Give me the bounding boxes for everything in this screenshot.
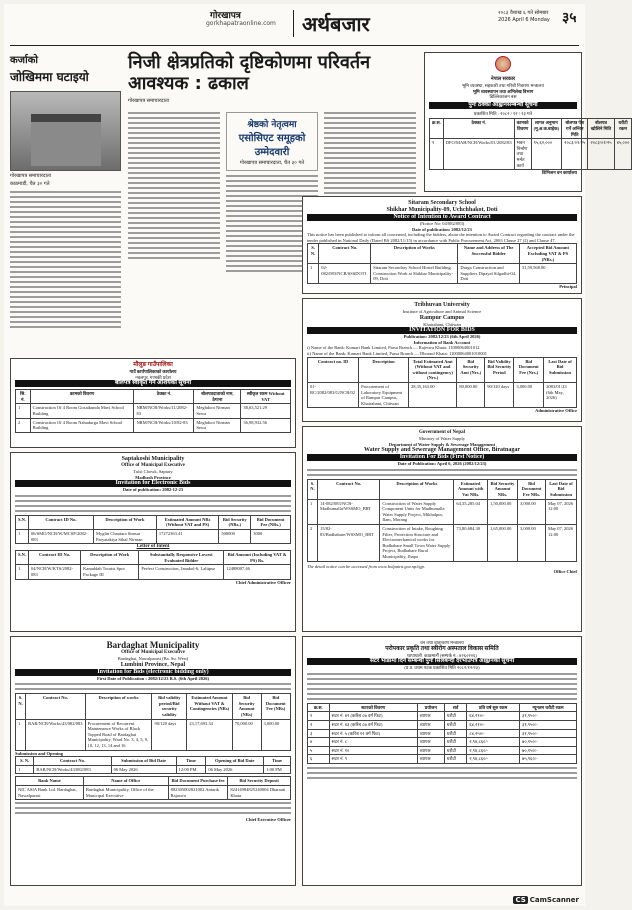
notice-body: This notice has been published to inform all concerned, including the bidders, about the intention to Award Contract regarding the contract under the tender published in National Daily (Dated BS 2082/11/15) in accordance with Public Procurement Act, 2063 Clause 27 (2) and Clause 47. xyxy=(307,232,575,243)
submission-title: Submission and Opening xyxy=(15,750,64,756)
section-title: अर्थबजार xyxy=(293,10,370,37)
table-row: १ DFO/MAH/NCB/Works/01/2082/83 भवन निर्माण तथा मर्मत कार्य १५,६२,००० २०८३/०१/२५ २०८३/०१/२५ ४५,००० xyxy=(430,139,632,170)
notice-header: भूमि व्यवस्थापन तथा अभिलेख विभाग xyxy=(472,88,534,94)
notice-sub: थापाथली, काठमाडौं (सम्पर्क नं.: ४२६०२०६) xyxy=(407,652,477,658)
notice-note: The detail notice can be accessed from www.bolpatra.gov.np/egp. xyxy=(307,563,426,569)
submission-table xyxy=(15,756,291,774)
notice-pubdate: (प्र.प्र. प्रथम पटक प्रकाशित मिति २०८२/१२/२३) xyxy=(404,665,480,671)
camscanner-watermark: CS CamScanner xyxy=(515,896,579,904)
table-header-row: क्र.स. ठेक्का नं. कामको विवरण लागत अनुमान (मू.अ.क.बाहेक) बोलपत्र पेश गर्ने अन्तिम मिति बोलपत्र खोलिने मिति धरौटी रकम xyxy=(430,119,632,139)
pull-quote xyxy=(226,112,318,171)
notice-bar: Invitation for Bids (electronic bidding only) xyxy=(15,669,291,676)
article-headline: जोखिममा घटाइयो xyxy=(10,70,89,84)
table-row: ६ सटर नं. ९ व्यापार धरौटी २,९४,८६०/- ७५,९६०/- xyxy=(308,755,577,764)
table-header-row: S.N. Contract ID No. Description of Work Estimated Amount NRs (Without VAT and PS) Bid Security (NRs.) Bid Document Fee (NRs.) xyxy=(16,515,291,529)
notice-address: Tulsi Chowk, Saptary xyxy=(133,469,173,474)
bank-info-title: Information of Bank Account xyxy=(413,339,471,345)
notice-tu xyxy=(302,298,582,422)
notice-title: Bardaghat Municipality xyxy=(106,640,200,650)
feature-byline: गोरखापत्र समाचारदाता xyxy=(128,98,170,104)
table-row: 1 BAR/NCB/Works/43/082/083 Procurement of Recurrent Maintenance Works of Black Topped Road of Bardaghat Municipality, Ward No. 3, 4, 5, 9, 10, 12, 13, 14 and 16 90/120 days 23,17,693.34 70,000.00 3,000.00 xyxy=(16,719,291,750)
notice-saptakoshi xyxy=(10,452,296,632)
notice-number: (Notice No: 04/082/083) xyxy=(419,221,465,226)
table-row: १ सटर नं. ४२ (करिब ८७ वर्ग फिट) व्यापार धरौटी ६४,२१०/- ३१,९५०/- xyxy=(308,712,577,721)
loi-title: Letter of Intent xyxy=(136,544,170,550)
table-row: 2 15/82-83/Budhabare/WSSMO_BRT Construction of Intake, Roughing Filter, Protection Structure and Electromechanical works for Budhabare Small Town Water Supply Project, Budhabare Rural Municipality, Jhapa 73,80,684.30 1,65,000.00 3,000.00 May 07, 2026 12:00 xyxy=(308,524,577,561)
table-row: ४ सटर नं. ८ व्यापार धरौटी २,९४,८६०/- ७०,१५०/- xyxy=(308,738,577,747)
notice-bar: बोलपत्र स्वीकृत गर्ने आशयको सूचना xyxy=(15,380,291,387)
table-header-row: Bank Name Name of Office Bid Document Purchase fee Bid Security Deposit xyxy=(16,777,291,786)
notice-title: INVITATION FOR BIDS xyxy=(307,327,577,334)
newspaper-page xyxy=(4,4,630,906)
notice-biratnagar xyxy=(302,426,582,632)
table-header-row: Contract no. ID Description Total Estimated Amt (Without VAT and without contingency) (Nrs.) Bid Security Amt (Nrs.) Bid Validity Bid Security Period Bid Document Fee (Nrs.) Last Date of Bid Submission xyxy=(308,357,577,382)
notice-signature: डिभिजन वन कार्यालय xyxy=(541,170,577,176)
notice-header: नेपाल सरकार xyxy=(490,77,516,82)
notice-table xyxy=(15,389,291,433)
notice-title: Notice of Intention to Award Contract xyxy=(307,214,577,221)
notice-signature: Office Chief xyxy=(553,569,577,575)
notice-address: Khairahani, Chitwan xyxy=(423,321,461,327)
notice-table xyxy=(307,357,577,409)
notice-gov: Government of Nepal xyxy=(418,430,466,435)
table-row: 1 BAR/NCB/Works/43/082/083 06 May 2026 12:00 PM 06 May 2026 1:00 PM xyxy=(16,765,291,774)
notice-title: Saptakoshi Municipality xyxy=(121,456,185,462)
feature-col-1 xyxy=(128,112,220,275)
masthead xyxy=(10,6,579,46)
table-header-row: क्र.स. सटरको विवरण प्रयोजन शर्त प्रति वर्ष सुरु रकम न्यूनतम धरौटी रकम xyxy=(308,703,577,712)
article-caption: गोरखापत्र समाचारदाता xyxy=(10,173,52,179)
notice-signature: Principal xyxy=(559,283,577,289)
notice-inst: Institute of Agriculture and Animal Science xyxy=(402,309,482,314)
table-row: 1 02-082/083/NCB/SSSDOTI Sitaram Secondary School Hostel Building Construction Work at Shikhar Municipality-09, Doti Durga Construction and Suppliers Dipayal Silgadhi-04, Doti 31,59,568.00 xyxy=(308,264,577,284)
table-row: 1 04/NCB/W/KTS/2082-083 Kamaldah Tourist Spot Package III Perfect Construction, Janakol-6, Lalitpur 12488007.46 xyxy=(16,565,291,579)
table-row: 1 Construction Of 4 Room Gosaikunda Mavi School Building NRM/NCB/Works/11/2082-83 Meghdoot Nirman Sewa 38,63,521.29 xyxy=(16,404,291,418)
notice-header: डिल्लिकाजन बस xyxy=(489,94,517,100)
notice-table xyxy=(15,515,291,544)
article-kicker: कर्जाको xyxy=(10,55,38,66)
notice-pubdate: प्रकाशित मिति : २०८२ / १२ / २३ गते xyxy=(473,110,533,116)
notice-pubdate: First Date of Publication : 2082/12/23 B.S. (6th April 2026) xyxy=(96,675,210,681)
bank-info-line: ii) Name of the Bank: Kumari Bank Limited, Parsa Branch — Dhoraul Khata: 11000064001010001 xyxy=(307,350,488,356)
dateline: २०८३ वैशाख ६ गते सोमबार 2026 April 6 Monday xyxy=(498,10,550,23)
loi-table xyxy=(15,550,291,579)
notice-sub: Office of Municipal Executive xyxy=(121,463,185,468)
notice-nawalpur xyxy=(10,358,296,448)
notice-pubdate: Date of publication: 2082/12/23 xyxy=(412,226,472,232)
left-article xyxy=(10,52,121,352)
bank-info-line: i) Name of the Bank: Kumari Bank Limited, Parsa Branch — Rajeswa Khata: 11000064001012 xyxy=(307,345,480,351)
notice-bar: सटर भाडामा दिने सम्बन्धी पुनः सिलबन्दी दरभाउपत्र आह्वानको सूचना xyxy=(307,658,577,665)
brand-name: गोरखापत्र xyxy=(210,11,241,21)
table-header-row: S. N. Contract No. Description of works Bid validity period/Bid security validity Estimated Amount Without VAT & Contingencies (NRs) Bid Security Amount (NRs) Bid Document Fee (NRs) xyxy=(16,694,291,719)
table-header-row: S. N. Contract No. Submission of Bid Date Time Opening of Bid Date Time xyxy=(16,757,291,766)
table-header-row: सि. नं. कामको विवरण ठेक्का नं. बोलपत्रदाताको नाम, ठेगाना स्वीकृत रकम Without VAT xyxy=(16,390,291,404)
notice-address: नवलपुर, गण्डकी प्रदेश xyxy=(135,374,171,380)
notice-pubdate: Publication: 2082/12/23 (6th April 2026) xyxy=(403,334,481,340)
notice-table xyxy=(307,703,577,764)
table-row: 2 Construction Of 4 Room Nabadurga Mavi School Building NRM/NCB/Works/10/82-83 Meghdoot Nirman Sewa 36,98,932.56 xyxy=(16,418,291,432)
notice-table xyxy=(429,118,632,170)
article-body-text xyxy=(10,191,121,328)
bank-table xyxy=(15,776,291,800)
table-header-row: S.N. Contract ID No. Description of Work Substantially Responsive Lowest Evaluated Bidder Bid Amount (Including VAT & PS) Rs. xyxy=(16,551,291,565)
pull-line-3: गोरखापत्र समाचारदाता, चैत ३० गते xyxy=(239,160,305,166)
notice-sitaram xyxy=(302,196,582,294)
table-row: 01-RC/2082/083/G/NCB/02 Procurement of Laboratory Equipment of Rampur Campus, Khairahani, Chitwan 28,35,163.00 80,000.00 90/120 days 3,000.00 2083/01/23 (6th May, 2026) xyxy=(308,382,577,407)
article-photo xyxy=(10,91,121,171)
notice-table xyxy=(15,693,291,750)
brand-url: gorkhapatraonline.com xyxy=(206,20,276,27)
notice-title: मौलुङ गाउँपालिका xyxy=(133,362,173,368)
notice-campus: Rampur Campus xyxy=(419,314,465,321)
notice-school: Sitaram Secondary School xyxy=(408,200,476,206)
table-row: ५ सटर नं. १० व्यापार धरौटी २,९४,८६०/- ७०,१५०/- xyxy=(308,746,577,755)
notice-signature: Administrative Office xyxy=(535,408,577,414)
notice-univ: Tribhuvan University xyxy=(414,302,470,308)
notice-province: Madhesh Province xyxy=(135,474,171,480)
page-number: ३५ xyxy=(562,10,577,26)
notice-header: वन तथा वातावरण मन्त्रालय xyxy=(420,640,464,645)
table-row: २ सटर नं. ४३ (करिब ८७ वर्ग फिट) व्यापार धरौटी ६४,२१०/- ३१,९५०/- xyxy=(308,720,577,729)
table-header-row: S. N. Contract No. Description of Works Estimated Amount with Vat NRs. Bid Security Amount NRs. Bid Document Fee NRs. Last Date of Bid Submission xyxy=(308,479,577,499)
notice-office: Department of Water Supply & Sewerage Management xyxy=(388,441,496,447)
notice-province: Lumbini Province, Nepal xyxy=(120,661,186,668)
notice-office: गाउँ कार्यपालिकाको कार्यालय xyxy=(129,369,177,374)
notice-bar: Invitation For Bids (First Notice) xyxy=(307,454,577,461)
table-row: ३ सटर नं. ५ (करिब १२ वर्ग फिट) व्यापार धरौटी ८४,२५०/- ३१,९५०/- xyxy=(308,729,577,738)
notice-pubdate: Date of Publication: April 6, 2026 (2082/12/23) xyxy=(397,461,487,467)
notice-paropakar xyxy=(302,636,582,886)
notice-ministry: Ministry of Water Supply xyxy=(419,436,465,441)
table-row: 1 06/SMO/NCB/W/MCSP/2082-083 Myglin Chautara Simsar Paryatakiya Sthal Nirman 17272363.41 500000 3000 xyxy=(16,529,291,543)
notice-location: Shikhar Municipality-09, Uchchhakot, Doti xyxy=(386,207,498,213)
notice-sub: Office of Municipal Executive xyxy=(121,650,185,655)
notice-signature: Chief Administrative Officer xyxy=(235,579,291,585)
nepal-emblem-icon xyxy=(495,56,511,72)
table-header-row: S. N. Contract No. Description of Works Name and Address of The Successful Bidder Accepted Bid Amount Excluding VAT & PS (NRs.) xyxy=(308,244,577,264)
table-row: NIC ASIA Bank Ltd. Bardaghat, Nawalparasi Bardaghat Municipality, Office of the Municipal Executive 882305002821002 Antarik Rajaswa 82414984825240004 Dharauti Khata xyxy=(16,785,291,799)
notice-bardaghat xyxy=(10,636,296,886)
notice-address: Bardaghat, Nawalparasi (Ba. Su. West) xyxy=(117,656,189,661)
notice-table xyxy=(307,479,577,562)
notice-title: पुनः ठेक्का आह्वानसम्बन्धी सूचना xyxy=(429,102,577,109)
notice-title: परोपकार प्रकृति तथा स्त्रीरोग अस्पताल विकास समिति xyxy=(385,645,499,652)
notice-signature: Chief Executive Officer xyxy=(245,817,291,823)
feature-headline: निजी क्षेत्रप्रतिको दृष्टिकोणमा परिवर्तन आवश्यक : ढकाल xyxy=(128,52,371,94)
pull-line-2: एसोसिएट समूहको उम्मेदवारी xyxy=(238,133,306,158)
article-byline: काठमाडौं, चैत ३० गते xyxy=(10,181,50,187)
notice-table xyxy=(307,243,577,284)
notice-bar: Invitation for Electronic Bids xyxy=(15,480,291,487)
notice-office2: Water Supply and Sewerage Management Office, Biratnagar xyxy=(363,447,521,454)
table-row: 1 14-082/083/NCB-Madhumalla/WSSMO_BRT Construction of Water Supply Component Units for Madhumalla Water Supply Project, Mikhalpur, Ilam, Morang 64,35,285.04 1,50,000.00 3,000.00 May 07, 2026 12:00 xyxy=(308,499,577,524)
notice-pubdate: Date of publication: 2082-12-23 xyxy=(122,487,184,493)
notice-header: भूमि व्यवस्था, सहकारी तथा गरिबी निवारण मन्त्रालय xyxy=(461,83,545,88)
pull-line-1: श्रेष्ठको नेतृत्वमा xyxy=(247,120,297,130)
notice-plan xyxy=(424,52,630,192)
